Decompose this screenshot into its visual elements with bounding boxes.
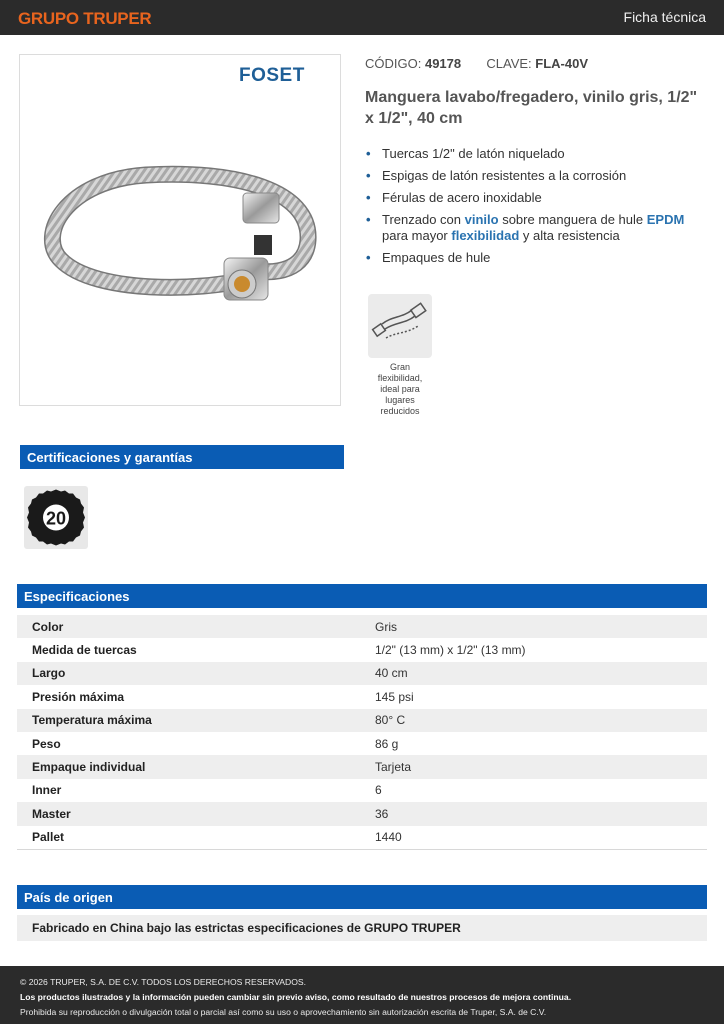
spec-label: Peso <box>32 736 61 751</box>
table-row <box>17 826 707 849</box>
table-row <box>17 685 707 708</box>
footer <box>0 966 724 1024</box>
highlight-vinilo: vinilo <box>464 212 499 227</box>
spec-label: Medida de tuercas <box>32 643 137 658</box>
feature-item: • Férulas de acero inoxidable <box>366 190 706 206</box>
foset-logo: FOSET <box>239 65 305 86</box>
feature-item: • Empaques de hule <box>366 250 706 266</box>
disclaimer-text: Los productos ilustrados y la información pueden cambiar sin previo aviso, como resultado de nuestros procesos de mejora continua. <box>20 992 572 1002</box>
feature-text: sobre manguera de hule <box>498 212 647 227</box>
braided-hose-icon <box>36 150 326 310</box>
spec-value: 1440 <box>375 830 402 845</box>
table-row <box>17 662 707 685</box>
spec-value: 80° C <box>375 713 406 728</box>
spec-value: 1/2" (13 mm) x 1/2" (13 mm) <box>375 643 526 658</box>
legal-text: Prohibida su reproducción o divulgación total o parcial así como su uso o aprovechamiento sin autorización escrita de Truper, S.A. de C.V. <box>20 1007 547 1017</box>
origin-text: Fabricado en China bajo las estrictas especificaciones de GRUPO TRUPER <box>17 915 707 941</box>
spec-value: 145 psi <box>375 689 414 704</box>
product-image-frame <box>19 54 341 406</box>
feature-text: Trenzado con <box>382 212 465 227</box>
spec-value: Tarjeta <box>375 760 412 775</box>
table-row <box>17 779 707 802</box>
feature-text: y alta resistencia <box>519 228 620 243</box>
table-row <box>17 638 707 661</box>
key-label: CLAVE: <box>486 56 532 71</box>
spec-label: Temperatura máxima <box>32 713 152 728</box>
specifications-heading: Especificaciones <box>17 584 707 608</box>
feature-list <box>366 146 706 272</box>
highlight-epdm: EPDM <box>646 212 685 227</box>
table-row <box>17 802 707 825</box>
document-type: Ficha técnica <box>623 9 706 25</box>
table-row <box>17 755 707 778</box>
spec-value: 86 g <box>375 736 399 751</box>
spec-label: Empaque individual <box>32 760 146 775</box>
spec-label: Inner <box>32 783 62 798</box>
code-label: CÓDIGO: <box>365 56 422 71</box>
feature-item <box>366 212 706 244</box>
feature-text: para mayor <box>382 228 452 243</box>
spec-label: Presión máxima <box>32 689 125 704</box>
product-key: FLA-40V <box>535 56 589 71</box>
feature-item: • Espigas de latón resistentes a la corrosión <box>366 168 706 184</box>
specifications-table <box>17 615 707 849</box>
brand-logo: GRUPO TRUPER <box>18 9 152 28</box>
product-title: Manguera lavabo/fregadero, vinilo gris, 1/2" x 1/2", 40 cm <box>365 89 698 127</box>
highlight-flexibilidad: flexibilidad <box>451 228 520 243</box>
origin-heading: País de origen <box>17 885 707 909</box>
spec-value: 6 <box>375 783 382 798</box>
spec-label: Largo <box>32 666 66 681</box>
flexible-hose-icon <box>368 294 432 358</box>
product-code-line <box>365 56 588 71</box>
spec-label: Color <box>32 619 64 634</box>
feature-icon-label: Gran flexibilidad, ideal para lugares reducidos <box>377 362 423 416</box>
product-code: 49178 <box>424 56 462 71</box>
certifications-heading: Certificaciones y garantías <box>20 445 344 469</box>
spec-value: Gris <box>375 619 397 634</box>
copyright-text: © 2026 TRUPER, S.A. DE C.V. TODOS LOS DERECHOS RESERVADOS. <box>20 977 307 987</box>
table-row <box>17 709 707 732</box>
spec-value: 40 cm <box>375 666 408 681</box>
feature-item: • Tuercas 1/2" de latón niquelado <box>366 146 706 162</box>
spec-label: Pallet <box>32 830 65 845</box>
warranty-years: 20 <box>45 508 67 529</box>
spec-label: Master <box>32 806 71 821</box>
table-divider <box>17 849 707 850</box>
table-row <box>17 615 707 638</box>
top-bar <box>0 0 724 35</box>
warranty-badge-icon <box>24 486 88 549</box>
spec-value: 36 <box>375 806 389 821</box>
table-row <box>17 732 707 755</box>
